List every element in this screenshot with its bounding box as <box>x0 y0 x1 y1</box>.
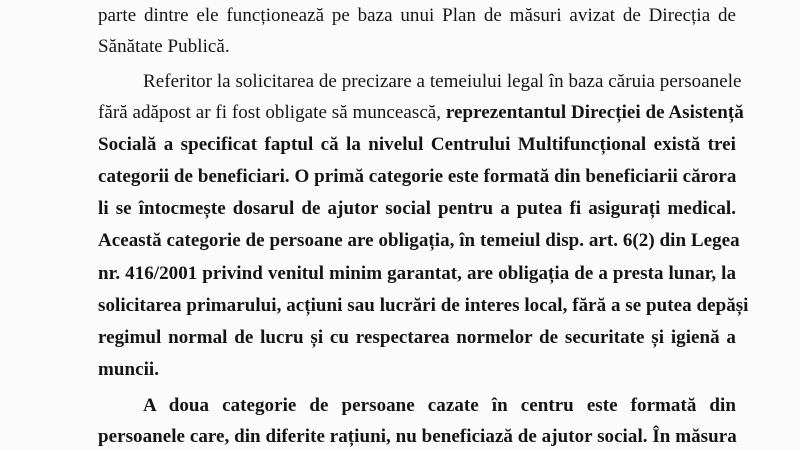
text-line-bold: Această categorie de persoane are obligația, în temeiul disp. art. 6(2) din Legea <box>98 230 740 251</box>
text-line-bold: categorii de beneficiari. O primă categorie este formată din beneficiarii cărora <box>98 166 737 187</box>
text-span-bold: reprezentantul Direcției de Asistență <box>445 102 744 123</box>
text-line: Sănătate Publică. <box>98 36 230 57</box>
text-line: Referitor la solicitarea de precizare a temeiului legal în baza căruia persoanele <box>143 71 742 92</box>
text-line-bold: solicitarea primarului, acțiuni sau lucrări de interes local, fără a se putea depăși <box>98 295 749 316</box>
text-line-bold: li se întocmește dosarul de ajutor social pentru a putea fi asigurați medical. <box>98 198 736 219</box>
text-line: parte dintre ele funcționează pe baza unui Plan de măsuri avizat de Direcția de <box>98 5 736 26</box>
text-line-bold: muncii. <box>98 359 160 380</box>
text-span: fără adăpost ar fi fost obligate să muncească, <box>98 102 442 123</box>
text-line-bold: A doua categorie de persoane cazate în centru este formată din <box>143 395 736 416</box>
text-line-bold: Socială a specificat faptul că la nivelul Centrului Multifuncțional există trei <box>98 134 736 155</box>
text-line-mixed <box>98 99 744 127</box>
text-line-bold: regimul normal de lucru și cu respectarea normelor de securitate și igienă a <box>98 327 736 348</box>
text-line-bold: persoanele care, din diferite rațiuni, nu beneficiază de ajutor social. În măsura <box>98 426 737 447</box>
text-line-bold: nr. 416/2001 privind venitul minim garantat, are obligația de a presta lunar, la <box>98 263 736 284</box>
